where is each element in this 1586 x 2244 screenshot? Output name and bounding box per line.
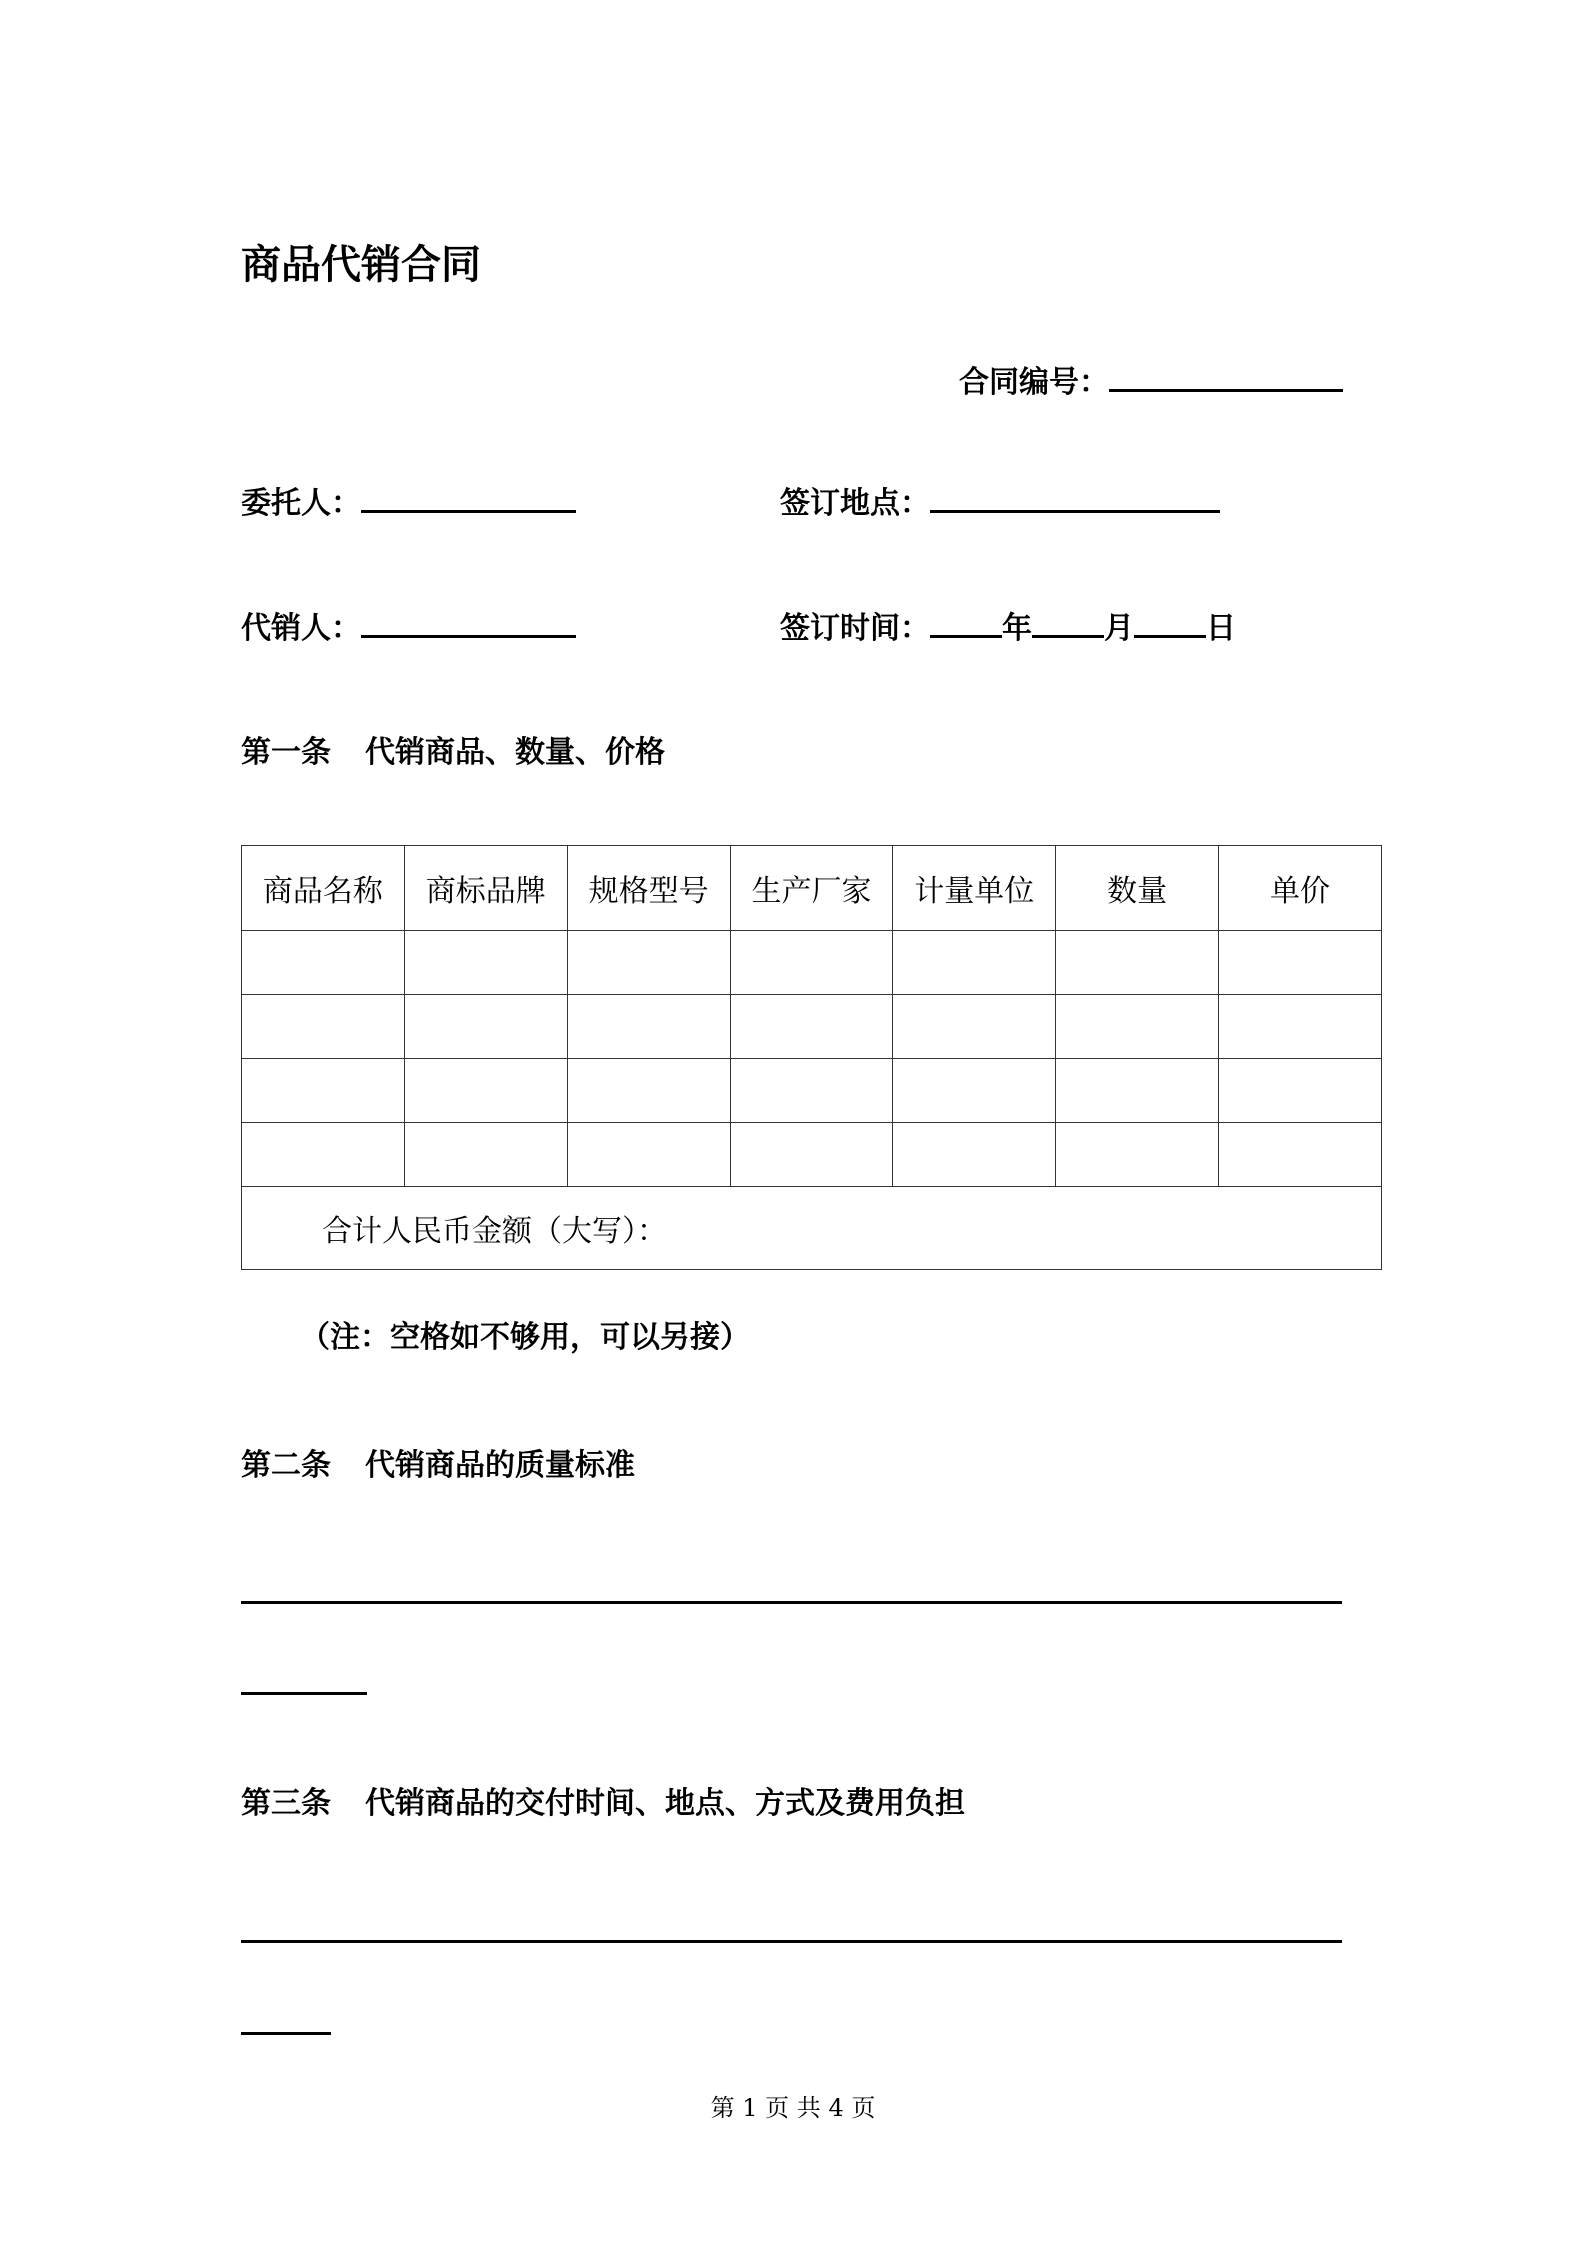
table-cell[interactable] [1219,1059,1382,1123]
table-cell[interactable] [404,1059,567,1123]
table-cell[interactable] [1056,1123,1219,1187]
contract-number-blank[interactable] [1109,365,1343,392]
article-3-fill-line-1[interactable] [241,1940,1342,1943]
table-cell[interactable] [893,1123,1056,1187]
consignor-label: 委托人： [241,486,361,521]
table-cell[interactable] [893,931,1056,995]
table-cell[interactable] [567,995,730,1059]
agent-label: 代销人： [241,611,361,646]
table-row [242,1123,1382,1187]
agent-blank[interactable] [361,611,576,638]
table-cell[interactable] [730,1123,893,1187]
consignor-blank[interactable] [361,486,576,513]
day-label: 日 [1206,611,1236,646]
table-cell[interactable] [242,931,405,995]
table-cell[interactable] [242,1123,405,1187]
table-cell[interactable] [567,931,730,995]
day-blank[interactable] [1134,611,1206,638]
sign-time-field [780,603,1236,647]
header-unit: 计量单位 [893,846,1056,931]
header-manufacturer: 生产厂家 [730,846,893,931]
table-cell[interactable] [1219,931,1382,995]
table-cell[interactable] [1056,931,1219,995]
header-spec-model: 规格型号 [567,846,730,931]
table-cell[interactable] [242,1059,405,1123]
table-cell[interactable] [1056,1059,1219,1123]
table-note: （注：空格如不够用，可以另接） [300,1320,750,1355]
table-cell[interactable] [893,995,1056,1059]
table-cell[interactable] [567,1059,730,1123]
article-2-fill-line-1[interactable] [241,1601,1342,1604]
table-total-row [242,1187,1382,1270]
table-cell[interactable] [730,931,893,995]
header-brand: 商标品牌 [404,846,567,931]
table-cell[interactable] [404,1123,567,1187]
header-quantity: 数量 [1056,846,1219,931]
table-cell[interactable] [730,995,893,1059]
table-row [242,931,1382,995]
article-1-number: 第一条 [241,735,331,770]
year-blank[interactable] [930,611,1002,638]
article-3-title: 代销商品的交付时间、地点、方式及费用负担 [365,1786,965,1821]
total-amount-label[interactable]: 合计人民币金额（大写）： [242,1187,1382,1270]
goods-table [241,845,1382,1270]
year-label: 年 [1002,611,1032,646]
sign-place-blank[interactable] [930,486,1220,513]
table-cell[interactable] [893,1059,1056,1123]
article-3-number: 第三条 [241,1786,331,1821]
page-footer: 第 1 页 共 4 页 [710,2094,876,2122]
article-1-title: 代销商品、数量、价格 [365,735,665,770]
month-blank[interactable] [1032,611,1104,638]
contract-number-field [959,357,1343,401]
table-header-row [242,846,1382,931]
table-cell[interactable] [404,931,567,995]
table-row [242,1059,1382,1123]
table-cell[interactable] [242,995,405,1059]
sign-time-label: 签订时间： [780,611,930,646]
consignor-field [241,478,576,522]
article-2-title: 代销商品的质量标准 [365,1448,635,1483]
table-cell[interactable] [1219,995,1382,1059]
table-row [242,995,1382,1059]
sign-place-label: 签订地点： [780,486,930,521]
header-product-name: 商品名称 [242,846,405,931]
header-unit-price: 单价 [1219,846,1382,931]
table-cell[interactable] [404,995,567,1059]
article-3-heading [241,1778,965,1822]
table-cell[interactable] [1056,995,1219,1059]
sign-place-field [780,478,1220,522]
contract-number-label: 合同编号： [959,365,1109,400]
table-cell[interactable] [567,1123,730,1187]
article-1-heading [241,727,665,771]
article-3-fill-line-2[interactable] [241,2032,331,2035]
month-label: 月 [1104,611,1134,646]
table-cell[interactable] [730,1059,893,1123]
document-title: 商品代销合同 [241,242,481,288]
agent-field [241,603,576,647]
article-2-heading [241,1440,635,1484]
article-2-number: 第二条 [241,1448,331,1483]
article-2-fill-line-2[interactable] [241,1692,367,1695]
table-cell[interactable] [1219,1123,1382,1187]
